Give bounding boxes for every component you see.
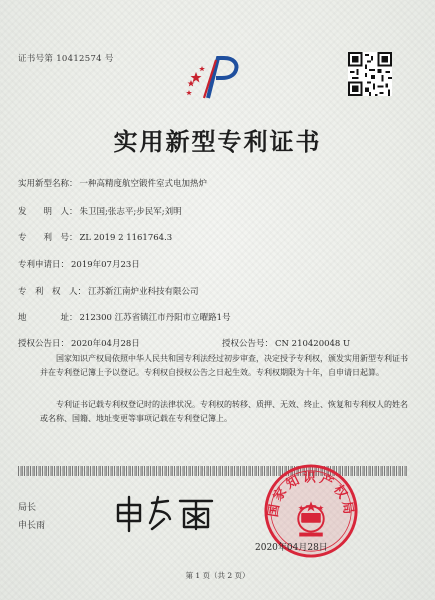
- grant-number-row: [222, 337, 350, 349]
- patent-number-value: ZL 2019 2 1161764.3: [79, 233, 173, 243]
- director-title: 局长: [18, 503, 37, 513]
- utility-model-name-label: 实用新型名称：: [18, 179, 78, 189]
- cnipa-logo-icon: [182, 52, 244, 100]
- certificate-number-label: 证书号第: [18, 54, 54, 64]
- patentee-row: [18, 285, 199, 297]
- patentee-label: 专 利 权 人：: [18, 287, 87, 297]
- patentee-value: 江苏新江南炉业科技有限公司: [88, 287, 199, 297]
- patent-number-label: 专 利 号：: [18, 233, 78, 243]
- filing-date-row: [18, 258, 140, 270]
- certificate-number-value: 10412574: [56, 54, 102, 64]
- director-name: 申长雨: [18, 521, 46, 531]
- grant-date-label: 授权公告日：: [18, 339, 70, 349]
- svg-text:国家知识产权局: 国家知识产权局: [266, 470, 356, 519]
- utility-model-name-row: [18, 177, 207, 189]
- grant-statement-paragraph: 国家知识产权局依照中华人民共和国专利法经过初步审查，决定授予专利权，颁发实用新型专利证书并在专利登记簿上予以登记。专利权自授权公告之日起生效。专利权期限为十年，自申请日起算。: [40, 354, 408, 377]
- inventor-label: 发 明 人：: [18, 207, 78, 217]
- inventor-value: 朱卫国;张志平;步民军;刘明: [79, 207, 182, 217]
- qr-code-icon: [348, 52, 392, 96]
- page-footer: 第 1 页（共 2 页）: [185, 571, 250, 580]
- address-value: 212300 江苏省镇江市丹阳市立曜路1号: [79, 313, 231, 323]
- grant-number-value: CN 210420048 U: [275, 339, 351, 349]
- utility-model-name-value: 一种高精度航空锻件室式电加热炉: [79, 179, 208, 189]
- legal-status-paragraph: 专利证书记载专利权登记时的法律状况。专利权的转移、质押、无效、终止、恢复和专利权人的姓名或名称、国籍、地址变更等事项记载在专利登记簿上。: [40, 400, 408, 423]
- seal-date: 2020年04月28日: [255, 543, 328, 553]
- grant-date-value: 2020年04月28日: [71, 339, 140, 349]
- certificate-number: [18, 52, 114, 64]
- filing-date-label: 专利申请日：: [18, 260, 70, 270]
- certificate-title: 实用新型专利证书: [113, 127, 322, 156]
- director-signature: [110, 493, 220, 533]
- grant-number-label: 授权公告号：: [222, 339, 274, 349]
- address-label: 地 址：: [18, 313, 78, 323]
- patent-number-row: [18, 231, 172, 243]
- address-row: [18, 311, 231, 323]
- inventor-row: [18, 205, 182, 217]
- filing-date-value: 2019年07月23日: [71, 260, 140, 270]
- grant-date-row: [18, 337, 140, 349]
- certificate-number-suffix: 号: [104, 54, 114, 64]
